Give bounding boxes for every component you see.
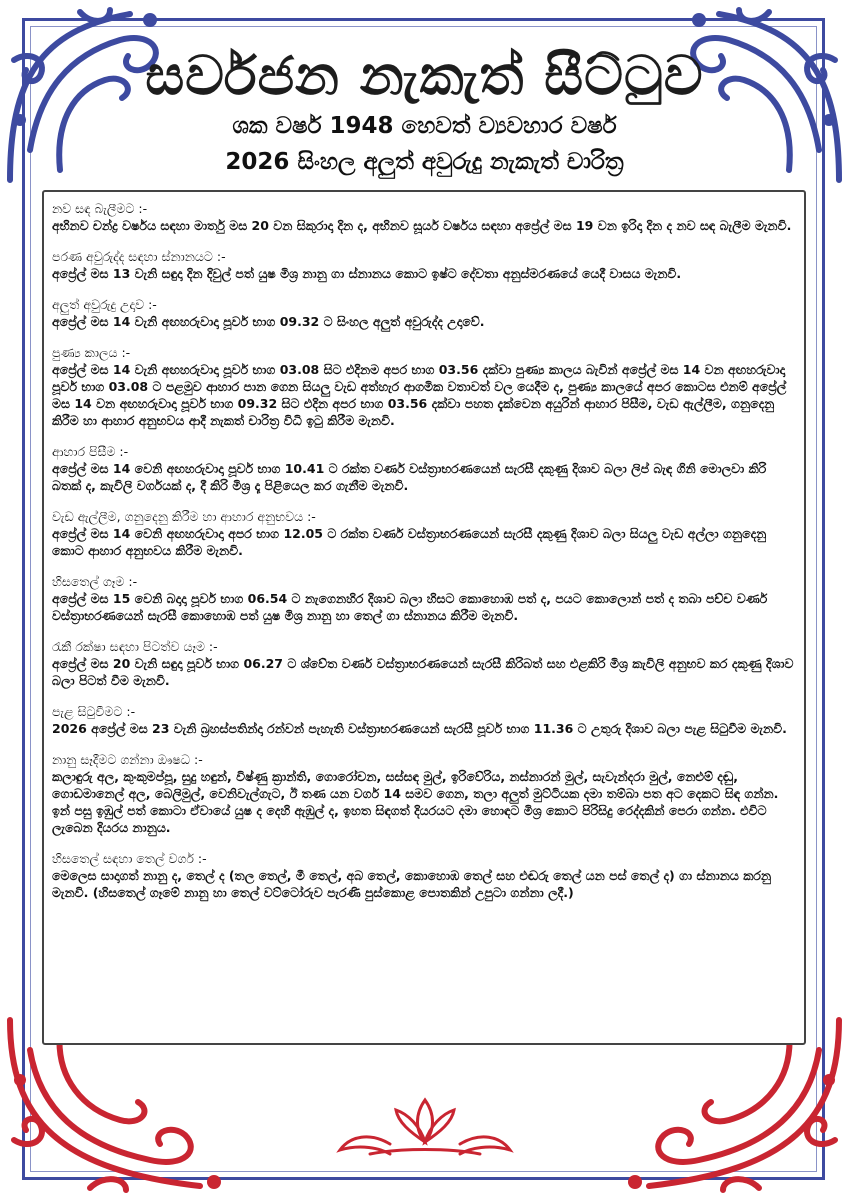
content-box	[42, 190, 806, 1045]
section-heading: පරණ අවුරුද්ද සඳහා ස්නානයට :-	[52, 249, 226, 264]
section-body: කලාඳුරු අල, කුංකුමප්පූ, සුදු හඳුන්, විෂ්ණු ක්‍රාන්ති, ගොරෝචන, සස්සඳ මුල්, ඉරිවේරිය, නස්නාරන් මුල්, සැවැන්දරා මුල්, නෙළුම් දඬු, ගොඩමානෙල් අල, බෙලිමුල්, වෙනිවැල්ගැට, ඊ තණ යන වර්ග 14 සමව ගෙන, තලා අලුත් මුට්ටියක දමා තම්බා පත අට දෙකට සිඳ ගන්න. ඉන් පසු ඉඹුල් පත් කොටා ඒවායේ යුෂ ද දෙහි ඇඹුල් ද, ඉහත සිඳගත් දියරයට දමා හොඳට මිශ්‍ර කොට පිරිසිදු රෙද්දකින් පෙරා ගන්න. එවිට ලැබෙන දියරය නානුය.	[52, 769, 779, 835]
section-body: අප්‍රේල් මස 13 වැනි සඳුදා දින දිවුල් පත් යුෂ මිශ්‍ර නානු ගා ස්නානය කොට ඉෂ්ට දේවතා අනුස්මරණයේ යෙදී වාසය මැනවි.	[52, 266, 682, 281]
section-body: 2026 අප්‍රේල් මස 23 වැනි බ්‍රහස්පතින්දා රන්වන් පැහැති වස්ත්‍රාභරණයෙන් සැරසී පූර්ව භාග 11.36 ට උතුරු දිශාව බලා පැළ සිටුවීම මැනවි.	[52, 721, 787, 736]
section-old-year-bath	[52, 248, 796, 282]
section-body: අභිනව චන්ද්‍ර වර්ෂය සඳහා මාර්තු මස 20 වන සිකුරාදා දින ද, අභිනව සූර්ය වර්ෂය සඳහා අප්‍රේල් මස 19 වන ඉරිදා දින ද නව සඳ බැලීම මැනවි.	[52, 218, 792, 233]
section-planting	[52, 703, 796, 737]
subtitle-line-2: 2026 සිංහල අලුත් අවුරුදු නැකැත් චාරිත්‍ර	[225, 149, 624, 175]
section-heading: හිසතෙල් සඳහා තෙල් වර්ග :-	[52, 851, 207, 866]
section-new-moon	[52, 200, 796, 234]
section-heading: ආහාර පිසීම :-	[52, 444, 129, 459]
section-new-year-dawn	[52, 296, 796, 330]
section-heading: නානු සෑදීමට ගන්නා ඖෂධ :-	[52, 752, 203, 767]
section-leaving-for-work	[52, 638, 796, 689]
section-body: අප්‍රේල් මස 14 වැනි අඟහරුවාදා පූර්ව භාග 09.32 ට සිංහල අලුත් අවුරුද්ද උදාවේ.	[52, 314, 485, 329]
section-oil-types	[52, 850, 796, 901]
section-heading: වැඩ ඇල්ලීම, ගනුදෙනු කිරීම හා ආහාර අනුභවය :-	[52, 509, 316, 524]
page-title: සර්වජන නැකැත් සීට්ටුව	[145, 43, 704, 107]
section-heading: හිසතෙල් ගෑම :-	[52, 574, 138, 589]
section-heading: රැකී රක්ෂා සඳහා පිටත්ව යෑම :-	[52, 639, 218, 654]
section-heading: අලුත් අවුරුදු උදාව :-	[52, 297, 157, 312]
section-body: අප්‍රේල් මස 15 වෙනි බදාදා පූර්ව භාග 06.54 ට නැගෙනහිර දිශාව බලා හිසට කොහොඹ පත් ද, පයට කොලොන් පත් ද තබා පච්ච වර්ණ වස්ත්‍රාභරණයෙන් සැරසී කොහොඹ පත් යුෂ මිශ්‍ර නානු හා තෙල් ගා ස්නානය කිරීම මැනවි.	[52, 591, 768, 623]
section-cooking	[52, 443, 796, 494]
section-body: අප්‍රේල් මස 14 වැනි අඟහරුවාදා පූර්ව භාග 03.08 සිට එදිනම අපර භාග 03.56 දක්වා පුණ්‍ය කාලය බැවින් අප්‍රේල් මස 14 වන අඟහරුවාදා පූර්ව භාග 03.08 ට පළමුව ආහාර පාන ගෙන සියලු වැඩ අත්හැර ආගමික වතාවත් වල යෙදීම ද, පුණ්‍ය කාලයේ අපර කොටස එනම් අප්‍රේල් මස 14 වන අඟහරුවාදා පූර්ව භාග 09.32 සිට එදින අපර භාග 03.56 දක්වා පහත දැක්වෙන අයුරින් ආහාර පිසීම, වැඩ ඇල්ලීම, ගනුදෙනු කිරීම හා ආහාර අනුභවය ආදී නැකත් චාරිත්‍ර විධි ඉටු කිරීම මැනවි.	[52, 362, 787, 428]
section-body: අප්‍රේල් මස 14 වෙනි අඟහරුවාදා අපර භාග 12.05 ට රක්ත වර්ණ වස්ත්‍රාභරණයෙන් සැරසී දකුණු දිශාව බලා සියලු වැඩ අල්ලා ගනුදෙනු කොට ආහාර අනුභවය කිරීම මැනවි.	[52, 526, 767, 558]
section-heading: පුණ්‍ය කාලය :-	[52, 345, 131, 360]
section-auspicious-period	[52, 344, 796, 429]
lotus-ornament-icon	[330, 1092, 520, 1162]
section-herbal-ingredients	[52, 751, 796, 836]
section-heading: පැළ සිටුවීමට :-	[52, 704, 136, 719]
section-body: අප්‍රේල් මස 14 වෙනි අඟහරුවාදා පූර්ව භාග 10.41 ට රක්ත වර්ණ වස්ත්‍රාභරණයෙන් සැරසී දකුණු දිශාව බලා ලිප් බැඳ ගිනි මොලවා කිරි බතක් ද, කැවිලි වර්ගයක් ද, දී කිරි මිශ්‍ර දෑ පිළියෙල කර ගැනීම මැනවි.	[52, 461, 767, 493]
section-body: අප්‍රේල් මස 20 වැනි සඳුදා පූර්ව භාග 06.27 ට ශ්වේත වර්ණ වස්ත්‍රාභරණයෙන් සැරසී කිරිබත් සහ එළකිරි මිශ්‍ර කැවිලි අනුභව කර දකුණු දිශාව බලා පිටත් වීම මැනවි.	[52, 656, 794, 688]
section-body: මෙලෙස සාදාගත් නානු ද, තෙල් ද (තල තෙල්, මී තෙල්, අබ තෙල්, කොහොඹ තෙල් සහ එඬරු තෙල් යන පස් තෙල් ද) ගා ස්නානය කරනු මැනවි. (හිසතෙල් ගෑමේ නානු හා තෙල් වට්ටෝරුව පැරණි පුස්කොළ පොතකින් උපුටා ගන්නා ලදී.)	[52, 868, 772, 900]
subtitle-line-1: ශක වර්ෂ 1948 හෙවත් ව්‍යවහාර වර්ෂ	[232, 113, 617, 139]
section-oil-anointing	[52, 573, 796, 624]
section-work-transactions-meal	[52, 508, 796, 559]
section-heading: නව සඳ බැලීමට :-	[52, 201, 148, 216]
header	[0, 42, 849, 180]
